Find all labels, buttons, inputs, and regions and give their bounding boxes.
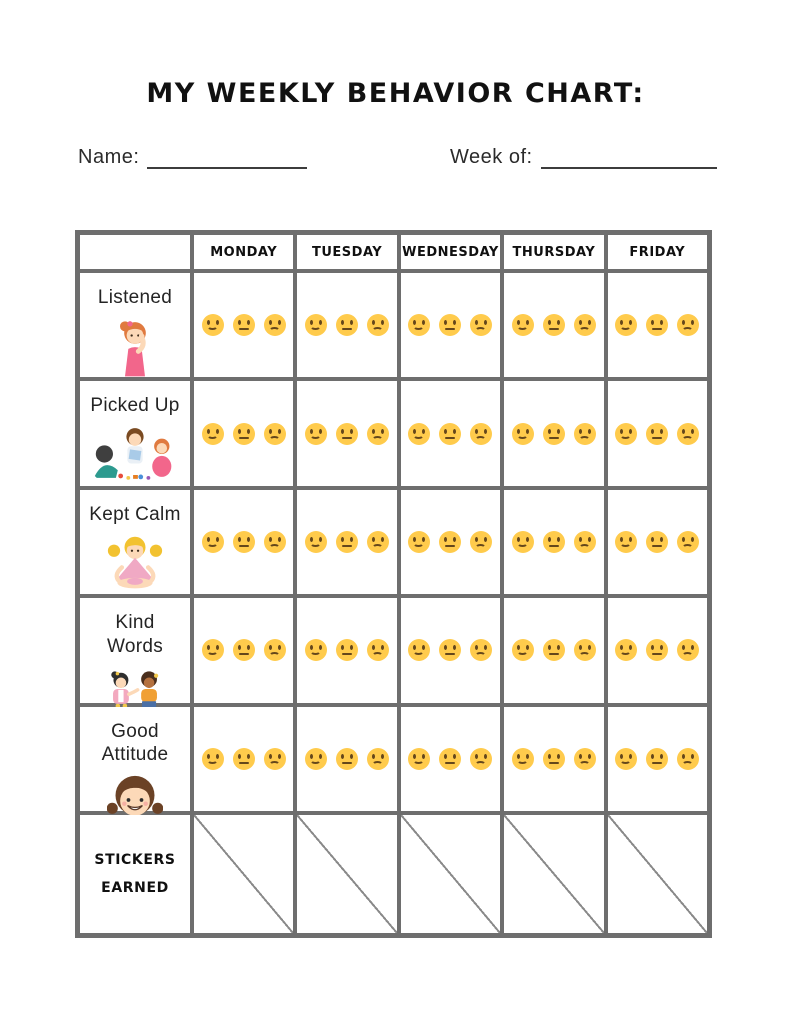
day-header-friday: FRIDAY [608,235,707,269]
emoji-cell-kind-words-monday [194,598,293,702]
row-label-kind-words [80,598,190,702]
page-title: MY WEEKLY BEHAVIOR CHART: [146,78,645,109]
emoji-cell-listened-wednesday [401,273,500,377]
behavior-label: Picked Up [90,395,180,417]
sticker-cell-friday[interactable] [608,815,707,933]
neutral-face-icon[interactable] [336,423,358,445]
neutral-face-icon[interactable] [646,423,668,445]
sad-face-icon[interactable] [264,639,286,661]
happy-face-icon[interactable] [615,314,637,336]
neutral-face-icon[interactable] [439,423,461,445]
sad-face-icon[interactable] [264,748,286,770]
sad-face-icon[interactable] [677,314,699,336]
happy-face-icon[interactable] [305,423,327,445]
stickers-earned-label: STICKERS EARNED [80,815,190,933]
happy-face-icon[interactable] [202,531,224,553]
happy-face-icon[interactable] [408,748,430,770]
happy-face-icon[interactable] [202,423,224,445]
behavior-label: Listened [97,287,173,308]
neutral-face-icon[interactable] [646,531,668,553]
happy-face-icon[interactable] [305,639,327,661]
neutral-face-icon[interactable] [543,748,565,770]
sad-face-icon[interactable] [574,639,596,661]
row-label-good-attitude [80,707,190,811]
emoji-cell-picked-up-friday [608,381,707,485]
neutral-face-icon[interactable] [336,531,358,553]
name-field [78,146,307,169]
emoji-cell-listened-monday [194,273,293,377]
week-of-blank-line[interactable] [541,151,717,169]
sticker-cell-tuesday[interactable] [297,815,396,933]
emoji-cell-good-attitude-tuesday [297,707,396,811]
happy-face-icon[interactable] [202,639,224,661]
row-label-kept-calm [80,490,190,594]
sad-face-icon[interactable] [470,531,492,553]
emoji-cell-kind-words-tuesday [297,598,396,702]
happy-face-icon[interactable] [512,748,534,770]
happy-face-icon[interactable] [408,531,430,553]
happy-face-icon[interactable] [512,423,534,445]
neutral-face-icon[interactable] [439,314,461,336]
sad-face-icon[interactable] [367,314,389,336]
week-of-label: Week of: [450,146,533,168]
neutral-face-icon[interactable] [543,531,565,553]
sad-face-icon[interactable] [574,531,596,553]
happy-face-icon[interactable] [615,423,637,445]
emoji-cell-kind-words-thursday [504,598,603,702]
sad-face-icon[interactable] [574,748,596,770]
sad-face-icon[interactable] [574,314,596,336]
neutral-face-icon[interactable] [233,531,255,553]
emoji-cell-picked-up-thursday [504,381,603,485]
table-corner-cell [80,235,190,269]
name-blank-line[interactable] [147,151,307,169]
emoji-cell-kept-calm-wednesday [401,490,500,594]
happy-face-icon[interactable] [305,748,327,770]
sad-face-icon[interactable] [367,748,389,770]
neutral-face-icon[interactable] [543,639,565,661]
sad-face-icon[interactable] [574,423,596,445]
day-header-thursday: THURSDAY [504,235,603,269]
emoji-cell-picked-up-tuesday [297,381,396,485]
neutral-face-icon[interactable] [646,748,668,770]
neutral-face-icon[interactable] [543,314,565,336]
neutral-face-icon[interactable] [439,639,461,661]
day-header-tuesday: TUESDAY [297,235,396,269]
sad-face-icon[interactable] [470,748,492,770]
neutral-face-icon[interactable] [233,423,255,445]
sad-face-icon[interactable] [677,531,699,553]
neutral-face-icon[interactable] [233,748,255,770]
emoji-cell-kept-calm-monday [194,490,293,594]
happy-face-icon[interactable] [408,314,430,336]
girl-meditating-illustration [107,534,163,592]
neutral-face-icon[interactable] [336,639,358,661]
neutral-face-icon[interactable] [646,314,668,336]
week-of-field [450,146,717,169]
sad-face-icon[interactable] [264,314,286,336]
emoji-cell-picked-up-monday [194,381,293,485]
sticker-cell-monday[interactable] [194,815,293,933]
happy-face-icon[interactable] [512,531,534,553]
happy-face-icon[interactable] [512,639,534,661]
sad-face-icon[interactable] [470,639,492,661]
emoji-cell-good-attitude-wednesday [401,707,500,811]
emoji-cell-kind-words-wednesday [401,598,500,702]
happy-face-icon[interactable] [615,531,637,553]
sad-face-icon[interactable] [677,423,699,445]
sad-face-icon[interactable] [470,423,492,445]
row-label-listened [80,273,190,377]
emoji-cell-kept-calm-tuesday [297,490,396,594]
emoji-cell-listened-friday [608,273,707,377]
neutral-face-icon[interactable] [336,748,358,770]
neutral-face-icon[interactable] [233,314,255,336]
sad-face-icon[interactable] [470,314,492,336]
happy-face-icon[interactable] [202,314,224,336]
happy-face-icon[interactable] [408,423,430,445]
happy-face-icon[interactable] [202,748,224,770]
happy-face-icon[interactable] [615,639,637,661]
emoji-cell-good-attitude-friday [608,707,707,811]
emoji-cell-kept-calm-thursday [504,490,603,594]
sad-face-icon[interactable] [367,423,389,445]
behavior-label: Good Attitude [101,720,169,766]
emoji-cell-kind-words-friday [608,598,707,702]
sad-face-icon[interactable] [264,531,286,553]
emoji-cell-good-attitude-thursday [504,707,603,811]
sad-face-icon[interactable] [367,639,389,661]
sad-face-icon[interactable] [677,748,699,770]
behavior-label: Kind Words [106,612,164,657]
neutral-face-icon[interactable] [233,639,255,661]
emoji-cell-picked-up-wednesday [401,381,500,485]
neutral-face-icon[interactable] [646,639,668,661]
happy-face-icon[interactable] [512,314,534,336]
girl-listening-illustration [110,317,160,379]
happy-face-icon[interactable] [408,639,430,661]
sad-face-icon[interactable] [367,531,389,553]
row-label-picked-up [80,381,190,485]
neutral-face-icon[interactable] [439,748,461,770]
happy-face-icon[interactable] [615,748,637,770]
emoji-cell-kept-calm-friday [608,490,707,594]
neutral-face-icon[interactable] [543,423,565,445]
neutral-face-icon[interactable] [336,314,358,336]
emoji-cell-good-attitude-monday [194,707,293,811]
sad-face-icon[interactable] [264,423,286,445]
happy-face-icon[interactable] [305,314,327,336]
kids-picking-up-toys-illustration [91,425,179,481]
happy-face-icon[interactable] [305,531,327,553]
behavior-table [75,230,712,938]
behavior-label: Kept Calm [89,503,181,525]
sticker-cell-thursday[interactable] [504,815,603,933]
name-label: Name: [78,146,140,168]
day-header-monday: MONDAY [194,235,293,269]
day-header-wednesday: WEDNESDAY [401,235,500,269]
sticker-cell-wednesday[interactable] [401,815,500,933]
neutral-face-icon[interactable] [439,531,461,553]
sad-face-icon[interactable] [677,639,699,661]
emoji-cell-listened-thursday [504,273,603,377]
emoji-cell-listened-tuesday [297,273,396,377]
